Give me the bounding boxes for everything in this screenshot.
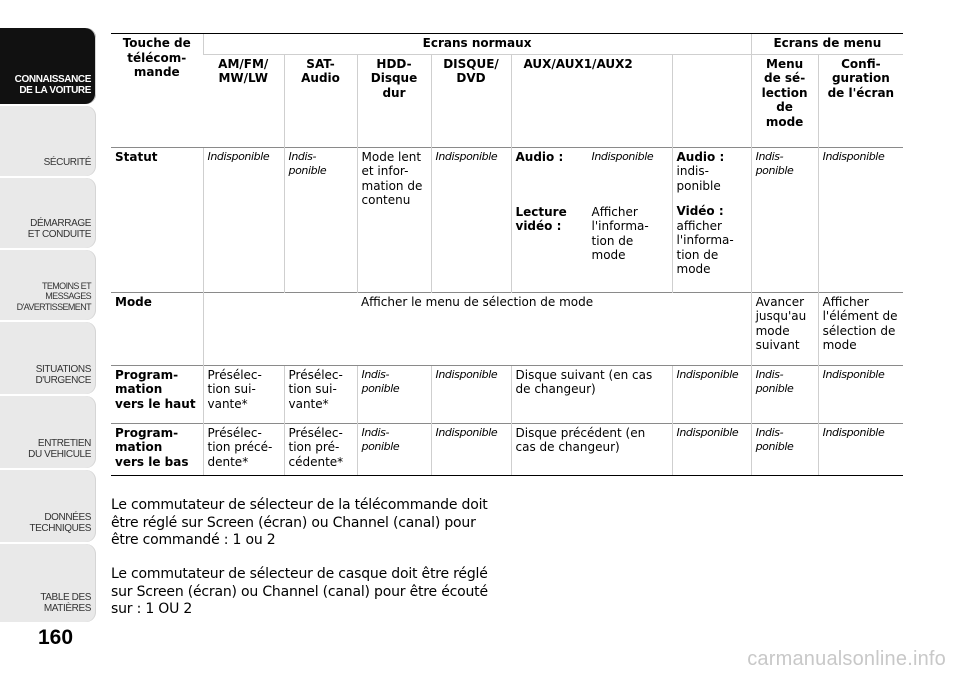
row-label-prog-haut: Program- mation vers le haut: [111, 365, 203, 423]
prog-bas-disque: Indisponible: [431, 423, 511, 475]
header-hdd: HDD- Disque dur: [357, 54, 431, 147]
statut-aux-audio-value: Indisponible: [591, 149, 654, 163]
header-menu-selection: Menu de sé- lection de mode: [751, 54, 818, 147]
remote-control-table: [111, 33, 903, 476]
prog-haut-sat: Présélec- tion sui- vante*: [284, 365, 357, 423]
paragraph-headphone-switch: Le commutateur de sélecteur de casque doit être réglé sur Screen (écran) ou Channel (canal) pour être écouté sur : 1 OU 2: [111, 566, 488, 617]
statut-configuration: Indisponible: [818, 147, 903, 292]
prog-haut-aux2: Indisponible: [672, 365, 751, 423]
statut-aux2-video-label: Vidéo :: [676, 204, 724, 218]
header-sat-audio: SAT- Audio: [284, 54, 357, 147]
prog-bas-configuration: Indisponible: [818, 423, 903, 475]
tab-situations[interactable]: SITUATIONS D'URGENCE: [0, 322, 96, 394]
tab-connaissance[interactable]: CONNAISSANCE DE LA VOITURE: [0, 28, 96, 104]
statut-disque: Indisponible: [431, 147, 511, 292]
watermark: carmanualsonline.info: [747, 648, 946, 670]
statut-sat: Indis- ponible: [284, 147, 357, 292]
header-configuration: Confi- guration de l'écran: [818, 54, 903, 147]
statut-aux-audio-label: Audio :: [515, 149, 564, 164]
header-ecrans-normaux: Ecrans normaux: [203, 34, 751, 55]
tab-temoins[interactable]: TEMOINS ET MESSAGES D'AVERTISSEMENT: [0, 250, 96, 320]
header-empty: [672, 54, 751, 147]
prog-bas-menu-selection: Indis- ponible: [751, 423, 818, 475]
statut-hdd: Mode lent et infor- mation de contenu: [357, 147, 431, 292]
row-label-prog-bas: Program- mation vers le bas: [111, 423, 203, 475]
prog-bas-aux2: Indisponible: [672, 423, 751, 475]
prog-bas-am: Présélec- tion précé- dente*: [203, 423, 284, 475]
mode-span: Afficher le menu de sélection de mode: [203, 292, 751, 365]
statut-aux2-audio-label: Audio :: [676, 149, 725, 164]
statut-aux2: [672, 147, 751, 292]
tab-securite[interactable]: SÉCURITÉ: [0, 106, 96, 176]
paragraph-remote-switch: Le commutateur de sélecteur de la télécommande doit être réglé sur Screen (écran) ou Channel (canal) pour être commandé : 1 ou 2: [111, 497, 488, 548]
statut-aux2-audio-value: indis- ponible: [676, 164, 721, 193]
tab-demarrage[interactable]: DÉMARRAGE ET CONDUITE: [0, 178, 96, 248]
row-label-mode: Mode: [111, 292, 203, 365]
header-touche: Touche de télécom- mande: [111, 34, 203, 148]
prog-haut-disque: Indisponible: [431, 365, 511, 423]
row-label-statut: Statut: [111, 147, 203, 292]
statut-aux2-video-value: afficher l'informa- tion de mode: [676, 218, 734, 276]
tab-donnees[interactable]: DONNÉES TECHNIQUES: [0, 470, 96, 542]
prog-haut-hdd: Indis- ponible: [357, 365, 431, 423]
header-disque-dvd: DISQUE/ DVD: [431, 54, 511, 147]
tab-entretien[interactable]: ENTRETIEN DU VEHICULE: [0, 396, 96, 468]
mode-menu-selection: Avancer jusqu'au mode suivant: [751, 292, 818, 365]
prog-haut-configuration: Indisponible: [818, 365, 903, 423]
header-ecrans-menu: Ecrans de menu: [751, 34, 903, 55]
prog-haut-am: Présélec- tion sui- vante*: [203, 365, 284, 423]
prog-haut-aux: Disque suivant (en cas de changeur): [511, 365, 672, 423]
chapter-sidebar: [0, 0, 98, 678]
prog-bas-aux: Disque précédent (en cas de changeur): [511, 423, 672, 475]
page-number: 160: [38, 626, 74, 649]
statut-aux-video-value: Afficher l'informa- tion de mode: [591, 204, 649, 262]
tab-table-des-matieres[interactable]: TABLE DES MATIÈRES: [0, 544, 96, 622]
statut-aux-video-label: Lecture vidéo :: [515, 204, 567, 233]
header-aux: AUX/AUX1/AUX2: [511, 54, 672, 147]
prog-bas-sat: Présélec- tion pré- cédente*: [284, 423, 357, 475]
statut-aux: [511, 147, 672, 292]
statut-menu-selection: Indis- ponible: [751, 147, 818, 292]
header-am-fm: AM/FM/ MW/LW: [203, 54, 284, 147]
prog-bas-hdd: Indis- ponible: [357, 423, 431, 475]
mode-configuration: Afficher l'élément de sélection de mode: [818, 292, 903, 365]
statut-am: Indisponible: [203, 147, 284, 292]
prog-haut-menu-selection: Indis- ponible: [751, 365, 818, 423]
